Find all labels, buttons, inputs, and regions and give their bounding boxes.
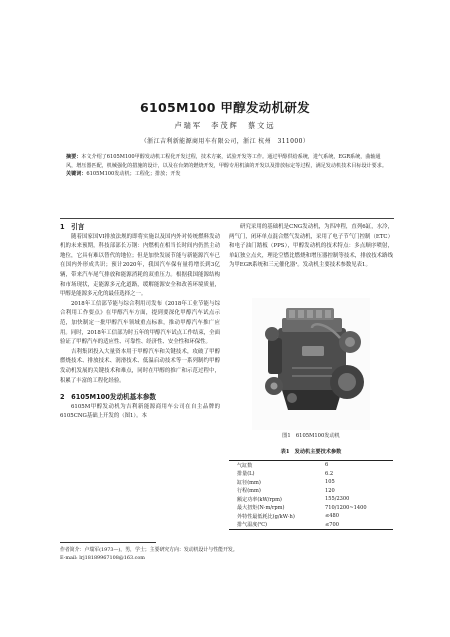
param-value: 6 <box>325 461 393 470</box>
footnote-author: 作者简介：卢瑞军(1973—)，男，学士；主要研究方向：发动机设计与性能开发。 <box>60 547 238 553</box>
abstract-text: 本文介绍了6105M100甲醇发动机工程化开发过程，技术方案，试验开发等工作。通过甲醇供给系统，进气系统，EGR系统，曲轴通风，增压器匹配，机械强化的措施的设计，以及在台架的燃烧开发，甲醇专用机油的开发以及排放标定等过程，满足发动机技术目标设计要求。 <box>66 154 387 169</box>
param-name: 外特性最低耗比(g/kW·h) <box>237 513 295 520</box>
footnote-email: E-mail: lrj18189967108@163.com <box>60 555 145 561</box>
intro-paragraph: 随着国家国VI排放法规的即将实施以及国内外对传统燃料发动机的未来预期，科技部部长万钢：内燃机在相当长时间内仍然主动地位，它具有难以替代的地位；但是加快发展节能与新能源汽车已在国内外形成共识；预计2020年，我国汽车保有量将增长到3亿辆，带来汽车尾气排放和能源消耗的双重压力。根据我国能源结构和市场现状，走能源多元化道路，缓解能源安全和改善环境质量，甲醇是能源多元化的最佳选择之一。 <box>60 233 220 298</box>
param-value: 120 <box>325 487 335 494</box>
param-name: 排气温度(℃) <box>229 521 325 530</box>
params-paragraph: 6105M甲醇发动机为吉利新能源商用车公司在自主品牌的6105CNG基础上开发的（图1）。本 <box>60 403 220 420</box>
footnote <box>60 546 394 562</box>
abstract-block <box>66 153 388 179</box>
param-name: 最大扭矩(N·m/rpm) <box>237 505 285 512</box>
param-value: ≤700 <box>325 521 393 530</box>
right-column <box>229 223 393 271</box>
keywords-label: 关键词： <box>66 171 87 178</box>
right-paragraph: 研究采用的基础机是CNG发动机，为四冲程，直列6缸，水冷，两气门，闭环单点混合燃气发动机，采用了电子节气门控制（ETC）和电子油门踏板（PPS），甲醇发动机的技术特点：多点顺序喷射，单缸独立点火，理论空燃比燃烧和增压器控制等技术，排放技术路线为甲EGR系统和三元催化器¹。发动机主要技术参数见表1。 <box>229 224 393 269</box>
param-value: 710/1200~1400 <box>325 504 367 511</box>
table-row <box>229 487 393 496</box>
param-name: 气缸数 <box>229 461 325 470</box>
param-value: ≤480 <box>325 513 339 520</box>
table-row <box>229 495 393 504</box>
table-row <box>229 461 393 470</box>
keywords <box>66 170 388 179</box>
left-column <box>60 223 220 422</box>
table-caption: 表1 发动机主要技术参数 <box>280 449 342 455</box>
table-row <box>229 504 393 513</box>
param-name: 额定功率(kW/rpm) <box>237 496 282 503</box>
param-value: 155/2300 <box>325 496 350 503</box>
intro-paragraph: 吉利集团投入大量资本用于甲醇汽车和关键技术，攻破了甲醇燃烧技术、排放技术、润滑技术、低温启动技术等一系列制约甲醇发动机发展的关键技术和难点，同时在甲醇的推广和示范过程中，积累了丰富的工程化经验。 <box>60 348 220 384</box>
paper-affiliation: （浙江吉利新能源商用车有限公司，浙江 杭州 311000） <box>140 138 310 145</box>
table-row <box>229 478 393 487</box>
intro-paragraph: 2018年工信部节能与综合利用司发布《2018年工业节能与综合利用工作要点》在甲醇汽车方面，提到要深化甲醇汽车试点示范，加快制定一批甲醇汽车领域重点标准，推动甲醇汽车推广应用。同时，2018年工信部为时五年的甲醇汽车试点工作结束，全面验证了甲醇汽车的适应性、可靠性、经济性、安全性和环保性。 <box>60 300 220 346</box>
footnote-divider <box>60 542 156 543</box>
table-row <box>229 470 393 479</box>
table-row <box>229 521 393 530</box>
abstract-divider <box>60 218 394 219</box>
paper-authors: 卢瑞军 李茂辉 蔡文远 <box>174 121 276 130</box>
param-name: 缸径(mm) <box>237 479 261 486</box>
paper-title: 6105M100 甲醇发动机研发 <box>140 100 310 115</box>
table-row <box>229 512 393 521</box>
param-name: 行程(mm) <box>237 488 261 495</box>
abstract <box>66 153 388 170</box>
figure-caption: 图1 6105M100发动机 <box>282 433 340 439</box>
keywords-text: 6105M100发动机；工程化；排放；开发 <box>86 171 181 178</box>
engine-figure <box>252 298 370 430</box>
param-value: 105 <box>325 479 335 486</box>
engine-params-table <box>229 460 393 530</box>
abstract-label: 摘要： <box>66 154 82 160</box>
param-name: 排量(L) <box>237 471 255 478</box>
section-heading-intro: 1 引言 <box>60 223 85 231</box>
section-heading-params: 2 6105M100发动机基本参数 <box>60 393 157 402</box>
param-value: 6.2 <box>325 470 334 477</box>
